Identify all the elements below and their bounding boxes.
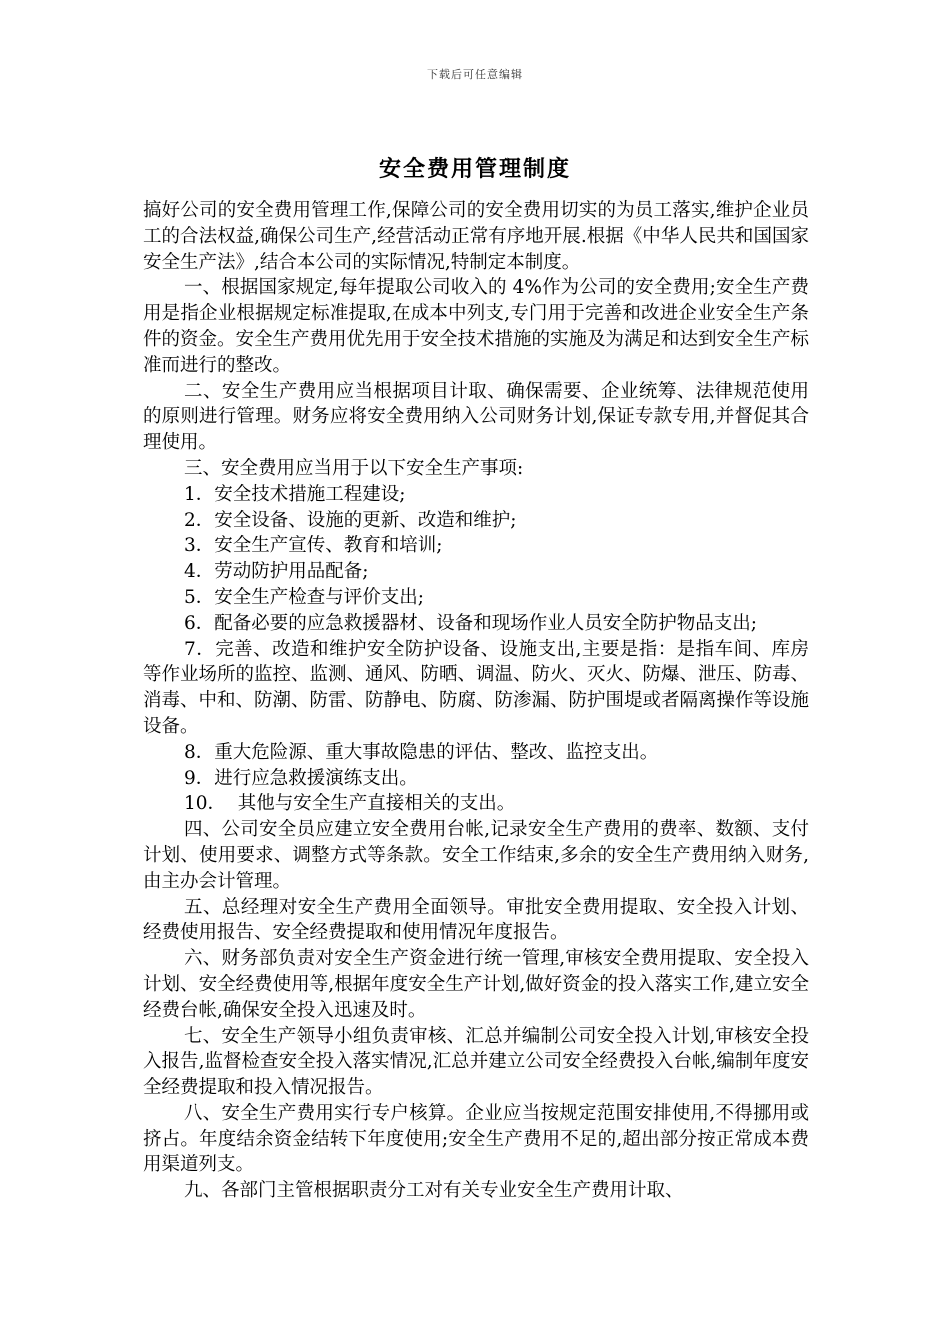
clause-7: 七、安全生产领导小组负责审核、汇总并编制公司安全投入计划,审核安全投入报告,监督检查安全投入落实情况,汇总并建立公司安全经费投入台帐,编制年度安全经费提取和投入情况报告。 (143, 1025, 809, 1099)
clause-9: 九、各部门主管根据职责分工对有关专业安全生产费用计取、 (184, 1180, 684, 1202)
list-item-7: 7．完善、改造和维护安全防护设备、设施支出,主要是指：是指车间、库房等作业场所的监控、监测、通风、防晒、调温、防火、灭火、防爆、泄压、防毒、消毒、中和、防潮、防雷、防静电、防腐、防渗漏、防护围堤或者隔离操作等设施设备。 (143, 638, 810, 737)
list-item-10: 10． 其他与安全生产直接相关的支出。 (184, 793, 516, 815)
document-title: 安全费用管理制度 (378, 156, 571, 182)
clause-5: 五、总经理对安全生产费用全面领导。审批安全费用提取、安全投入计划、经费使用报告、安全经费提取和使用情况年度报告。 (143, 896, 809, 944)
document-body (143, 198, 809, 1204)
list-item-8: 8．重大危险源、重大事故隐患的评估、整改、监控支出。 (184, 741, 659, 763)
list-item-3: 3．安全生产宣传、教育和培训; (184, 535, 443, 557)
clause-1: 一、根据国家规定,每年提取公司收入的 4%作为公司的安全费用;安全生产费用是指企业根据规定标准提取,在成本中列支,专门用于完善和改进企业安全生产条件的资金。安全生产费用优先用于安全技术措施的实施及为满足和达到安全生产标准而进行的整改。 (143, 277, 810, 376)
clause-3: 三、安全费用应当用于以下安全生产事项: (184, 457, 524, 479)
clause-6: 六、财务部负责对安全生产资金进行统一管理,审核安全费用提取、安全投入计划、安全经费使用等,根据年度安全生产计划,做好资金的投入落实工作,建立安全经费台帐,确保安全投入迅速及时。 (143, 948, 809, 1021)
page-header-note: 下载后可任意编辑 (427, 68, 523, 81)
list-item-6: 6．配备必要的应急救援器材、设备和现场作业人员安全防护物品支出; (184, 612, 758, 634)
intro-paragraph: 搞好公司的安全费用管理工作,保障公司的安全费用切实的为员工落实,维护企业员工的合法权益,确保公司生产,经营活动正常有序地开展.根据《中华人民共和国国家安全生产法》,结合本公司的实际情况,特制定本制度。 (143, 200, 809, 273)
clause-2: 二、安全生产费用应当根据项目计取、确保需要、企业统筹、法律规范使用的原则进行管理。财务应将安全费用纳入公司财务计划,保证专款专用,并督促其合理使用。 (143, 380, 809, 454)
list-item-2: 2．安全设备、设施的更新、改造和维护; (184, 509, 517, 531)
clause-8: 八、安全生产费用实行专户核算。企业应当按规定范围安排使用,不得挪用或挤占。年度结余资金结转下年度使用;安全生产费用不足的,超出部分按正常成本费用渠道列支。 (143, 1102, 809, 1176)
clause-4: 四、公司安全员应建立安全费用台帐,记录安全生产费用的费率、数额、支付计划、使用要求、调整方式等条款。安全工作结束,多余的安全生产费用纳入财务,由主办会计管理。 (143, 819, 809, 892)
list-item-4: 4．劳动防护用品配备; (184, 561, 369, 583)
list-item-5: 5．安全生产检查与评价支出; (184, 586, 425, 608)
list-item-1: 1．安全技术措施工程建设; (184, 483, 406, 505)
list-item-9: 9．进行应急救援演练支出。 (184, 767, 418, 789)
